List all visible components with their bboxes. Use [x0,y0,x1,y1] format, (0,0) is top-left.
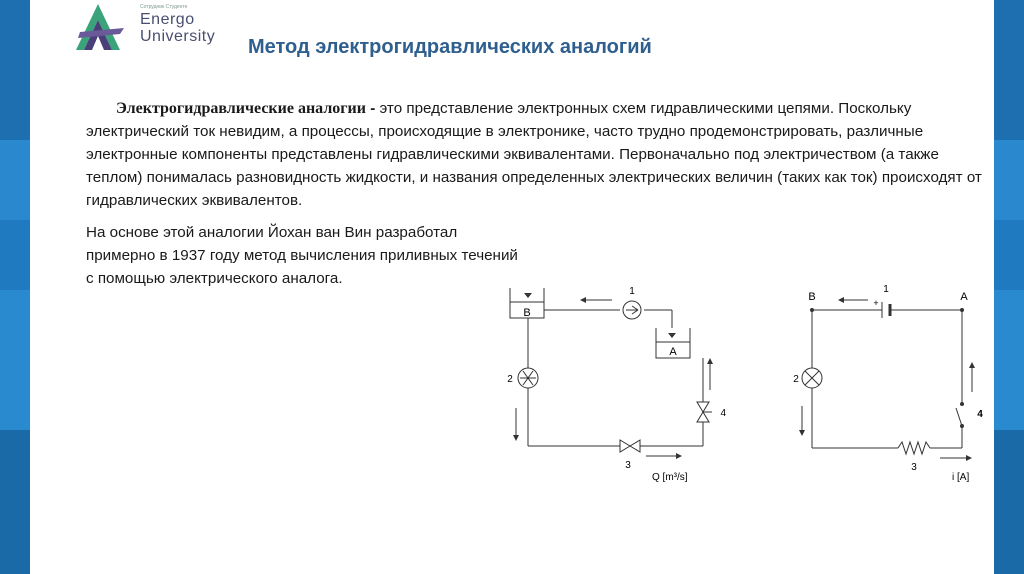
valve-3-number-label: 3 [625,460,631,471]
battery-number-label: 1 [883,284,889,295]
slide-title: Метод электрогидравлических аналогий [248,36,652,58]
node-b-label: B [808,291,816,303]
resistor-number-label: 3 [911,462,917,473]
pump-number-label: 1 [629,286,635,297]
switch-number-label: 4 [977,409,983,420]
left-decor-band [0,0,30,574]
hydraulic-circuit-diagram [500,280,726,490]
turbine-number-label: 2 [507,374,513,385]
van-veen-paragraph: На основе этой аналогии Йохан ван Вин разработал примерно в 1937 году метод вычисления приливных течений с помощью электрического аналога. [86,224,518,287]
term-heading: Электрогидравлические аналогии [116,100,366,117]
logo-wordmark [140,12,215,45]
tank-b-label: B [523,307,531,319]
logo-mark-icon [58,2,138,52]
electric-circuit-diagram [790,280,1000,490]
logo-small-text: Cотрудник Студенте [140,4,188,10]
term-dash: - [366,100,380,117]
flow-rate-label: Q [m³/s] [652,472,688,483]
energo-university-logo [58,2,216,52]
lamp-number-label: 2 [793,374,799,385]
tank-a-label: A [669,346,677,358]
slide [30,0,994,574]
logo-line-university: University [140,28,216,45]
logo-line-energo: Energo [140,11,195,28]
battery-plus-label: + [873,298,879,308]
node-a-label: A [960,291,968,303]
current-label: i [A] [952,472,970,483]
intro-text: это представление электронных схем гидравлическими цепями. Поскольку электрический ток невидим, а процессы, происходящие в электронике, часто трудно продемонстрировать, различные электронные компоненты представлены гидравлическими эквивалентами. Первоначально под электричеством (а также теплом) понималась разновидность жидкости, и названия определенных электрических величин (таких как ток) происходят от гидравлических эквивалентов. [86,100,982,209]
valve-4-number-label: 4 [720,408,726,419]
intro-paragraph [86,97,986,212]
